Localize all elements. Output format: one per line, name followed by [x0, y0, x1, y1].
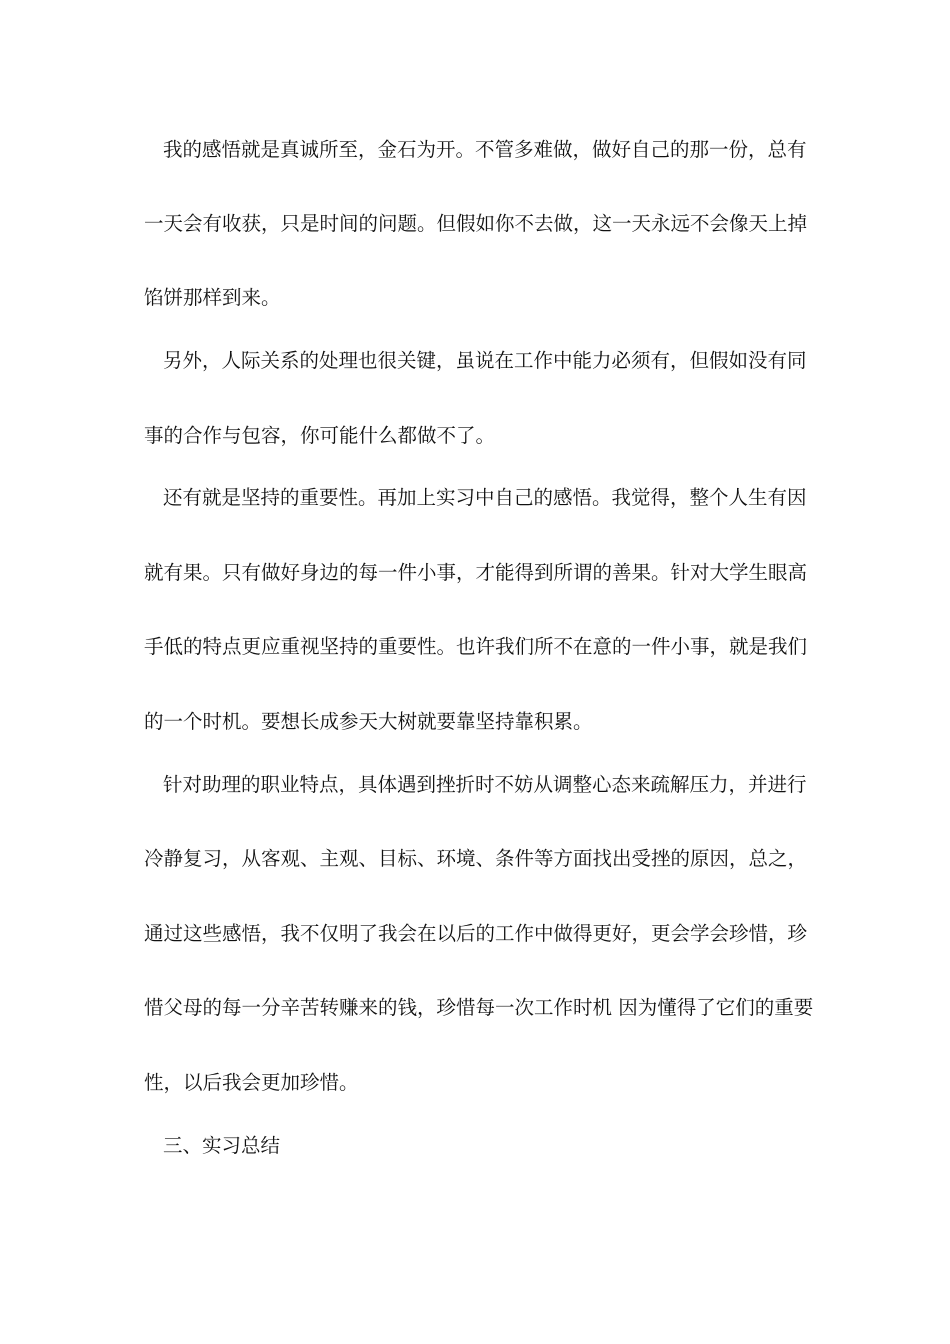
paragraph-line: 冷静复习，从客观、主观、目标、环境、条件等方面找出受挫的原因，总之，	[144, 847, 808, 870]
paragraph-line: 就有果。只有做好身边的每一件小事，才能得到所谓的善果。针对大学生眼高	[144, 561, 808, 584]
paragraph-line: 的一个时机。要想长成参天大树就要靠坚持靠积累。	[144, 710, 593, 733]
paragraph-line: 事的合作与包容，你可能什么都做不了。	[144, 424, 496, 447]
paragraph-line: 通过这些感悟，我不仅明了我会在以后的工作中做得更好，更会学会珍惜，珍	[144, 922, 808, 945]
paragraph-line: 另外，人际关系的处理也很关键，虽说在工作中能力必须有，但假如没有同	[163, 349, 807, 372]
paragraph-line: 惜父母的每一分辛苦转赚来的钱，珍惜每一次工作时机 因为懂得了它们的重要	[144, 996, 814, 1019]
paragraph-line: 针对助理的职业特点，具体遇到挫折时不妨从调整心态来疏解压力，并进行	[163, 773, 807, 796]
paragraph-line: 手低的特点更应重视坚持的重要性。也许我们所不在意的一件小事，就是我们	[144, 635, 808, 658]
paragraph-line: 一天会有收获，只是时间的问题。但假如你不去做，这一天永远不会像天上掉	[144, 212, 808, 235]
paragraph-line: 我的感悟就是真诚所至，金石为开。不管多难做，做好自己的那一份，总有	[163, 138, 807, 161]
section-heading: 三、实习总结	[163, 1134, 281, 1157]
paragraph-line: 还有就是坚持的重要性。再加上实习中自己的感悟。我觉得，整个人生有因	[163, 486, 807, 509]
paragraph-line: 性，以后我会更加珍惜。	[144, 1071, 359, 1094]
paragraph-line: 馅饼那样到来。	[144, 286, 281, 309]
